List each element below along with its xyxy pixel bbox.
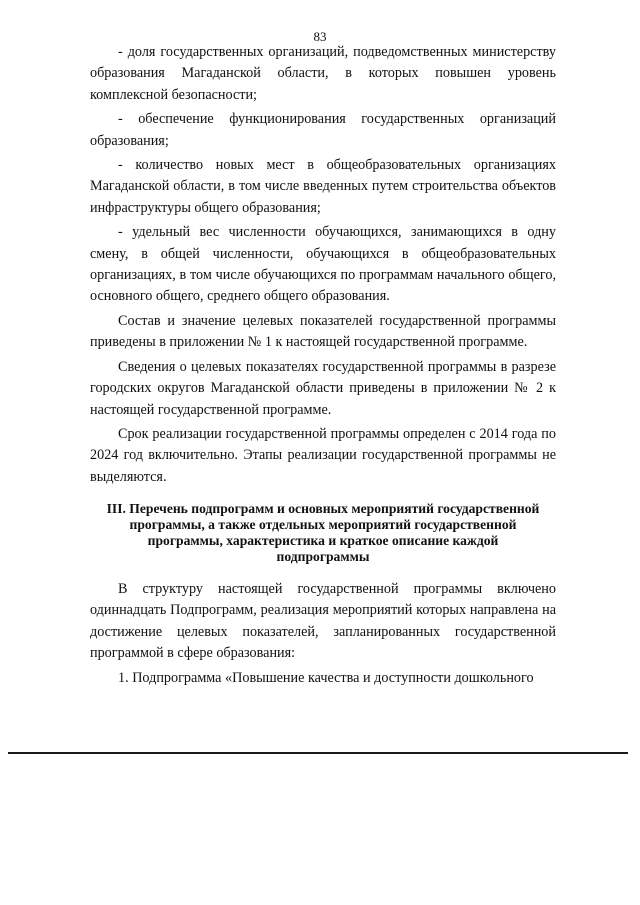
body-text-after-heading xyxy=(90,579,556,692)
bottom-divider-line xyxy=(8,752,628,754)
paragraph-indicator-functioning: - обеспечение функционирования государственных организаций образования; xyxy=(90,111,556,149)
paragraph-structure: В структуру настоящей государственной программы включено одиннадцать Подпрограмм, реализация мероприятий которых направлена на достижение целевых показателей, запланированных государственной программой в сфере образования: xyxy=(90,581,556,662)
paragraph-appendix-2: Сведения о целевых показателях государственной программы в разрезе городских округов Магаданской области приведены в приложении № 2 к настоящей государственной программе. xyxy=(90,358,556,418)
page-number: 83 xyxy=(313,29,327,44)
paragraph-indicator-security: - доля государственных организаций, подведомственных министерству образования Магаданской области, в которых повышен уровень комплексной безопасности; xyxy=(90,44,556,103)
paragraph-appendix-1: Состав и значение целевых показателей государственной программы приведены в приложении № 1 к настоящей государственной программе. xyxy=(90,312,556,351)
paragraph-indicator-new-places: - количество новых мест в общеобразовательных организациях Магаданской области, в том числе введенных путем строительства объектов инфраструктуры общего образования; xyxy=(90,157,556,216)
body-text-section xyxy=(90,42,556,491)
paragraph-subprogram-1: 1. Подпрограмма «Повышение качества и доступности дошкольного xyxy=(118,669,534,686)
paragraph-program-period: Срок реализации государственной программы определен с 2014 года по 2024 год включительно. Этапы реализации государственной программы не выделяются. xyxy=(90,425,556,485)
paragraph-indicator-single-shift: - удельный вес численности обучающихся, занимающихся в одну смену, в общей численности, обучающихся в общеобразовательных организациях, в том числе обучающихся по программам начального общего, основного общего, среднего общего образования. xyxy=(90,224,556,305)
section-heading: III. Перечень подпрограмм и основных мероприятий государственной программы, а также отдельных мероприятий государственной программы, характеристика и краткое описание каждой подпрограммы xyxy=(106,501,540,564)
